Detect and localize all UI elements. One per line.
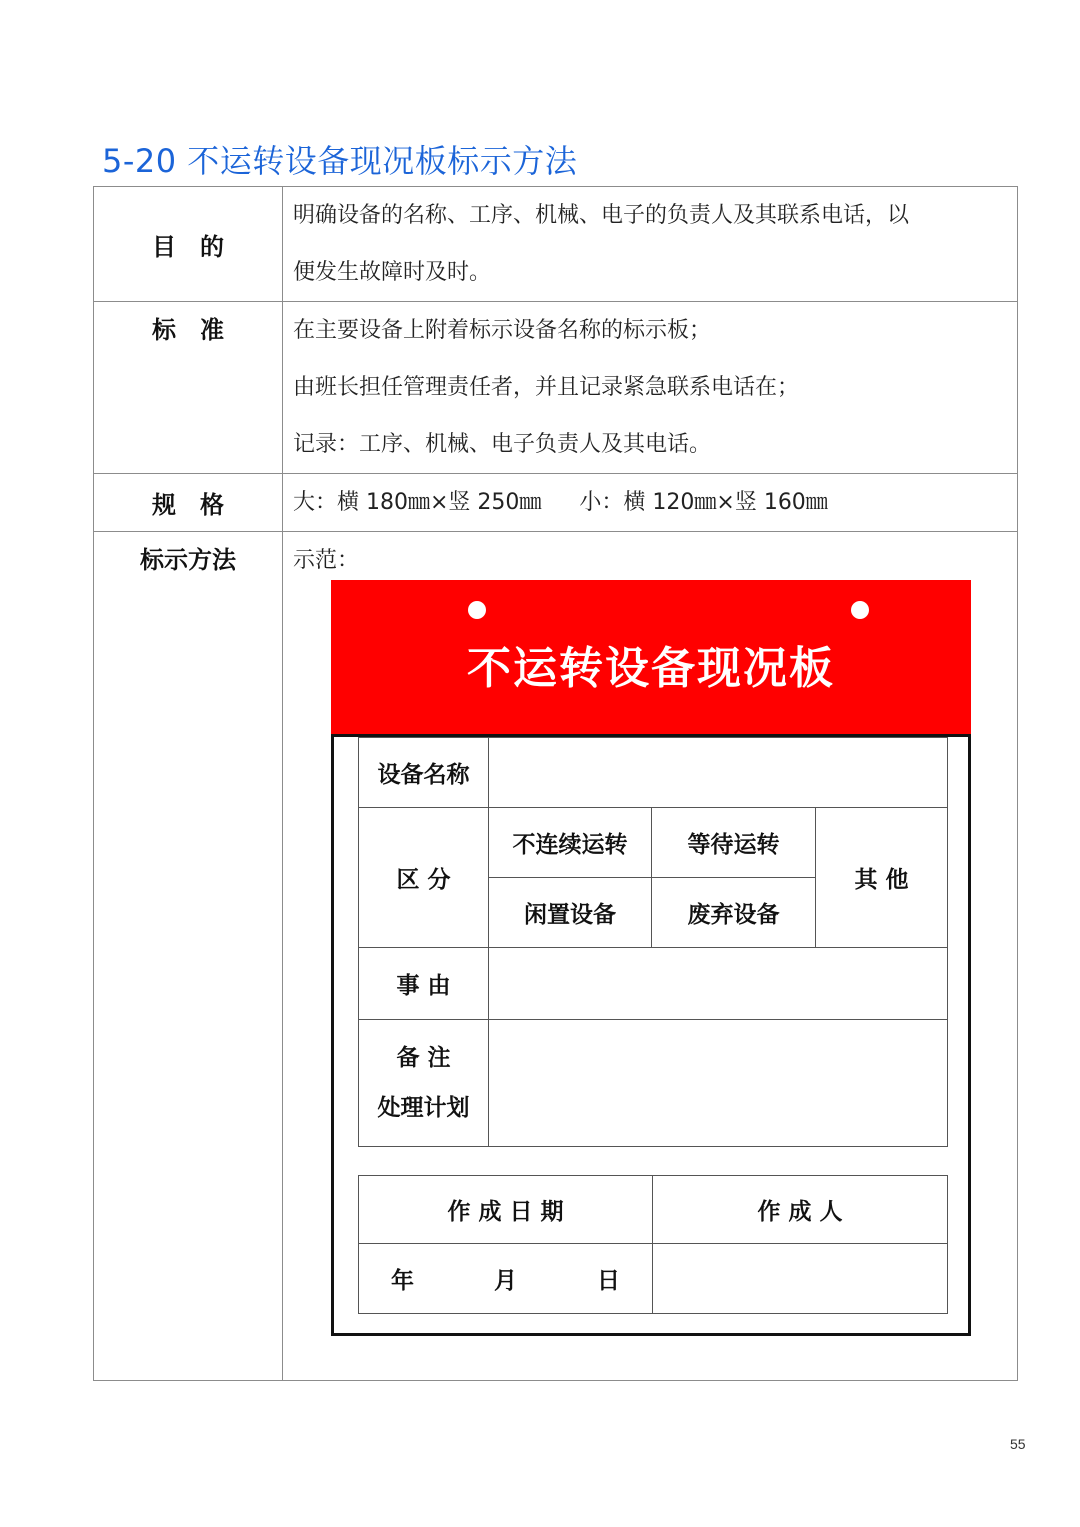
- method-intro: 示范：: [293, 548, 360, 573]
- standard-line-1: 在主要设备上附着标示设备名称的标示板；: [293, 318, 712, 343]
- board-body: [331, 734, 971, 1336]
- spec-label: 规 格: [94, 474, 283, 532]
- option-discontinuous: 不连续运转: [489, 808, 652, 878]
- date-day: 日: [597, 1268, 621, 1294]
- standard-line-3: 记录：工序、机械、电子负责人及其电话。: [293, 432, 712, 457]
- purpose-line-2: 便发生故障时及时。: [293, 260, 492, 285]
- spec-content: [283, 474, 1018, 532]
- standard-label: 标 准: [94, 302, 283, 474]
- purpose-content: [283, 187, 1018, 302]
- method-label: 标示方法: [94, 532, 283, 1381]
- purpose-row: [94, 187, 1018, 302]
- category-label: 区 分: [359, 808, 489, 948]
- purpose-label: 目 的: [94, 187, 283, 302]
- purpose-line-1: 明确设备的名称、工序、机械、电子的负责人及其联系电话，以: [293, 203, 910, 228]
- standard-line-2: 由班长担任管理责任者，并且记录紧急联系电话在；: [293, 375, 800, 400]
- spec-row: [94, 474, 1018, 532]
- board-info-table: [358, 737, 948, 1147]
- date-month: 月: [494, 1268, 517, 1294]
- reason-value: [489, 948, 948, 1020]
- note-plan-label: [359, 1020, 489, 1147]
- note-label: 备 注: [396, 1045, 451, 1071]
- status-board-sample: [331, 580, 971, 1336]
- device-name-label: 设备名称: [359, 738, 489, 808]
- option-idle: 闲置设备: [489, 878, 652, 948]
- reason-label: 事 由: [359, 948, 489, 1020]
- date-header: 作 成 日 期: [359, 1176, 653, 1244]
- hanging-hole-right-icon: [851, 601, 869, 619]
- date-value: [359, 1244, 653, 1314]
- hanging-hole-left-icon: [468, 601, 486, 619]
- spec-small: 小：横 120㎜×竖 160㎜: [579, 490, 828, 515]
- board-header: [331, 580, 971, 734]
- option-waiting: 等待运转: [652, 808, 816, 878]
- note-plan-value: [489, 1020, 948, 1147]
- spec-large: 大：横 180㎜×竖 250㎜: [293, 490, 542, 515]
- plan-label: 处理计划: [377, 1095, 470, 1121]
- board-title: 不运转设备现况板: [467, 643, 835, 694]
- standard-content: [283, 302, 1018, 474]
- author-value: [653, 1244, 948, 1314]
- device-name-value: [489, 738, 948, 808]
- date-year: 年: [390, 1268, 414, 1294]
- board-date-table: [358, 1175, 948, 1314]
- author-header: 作 成 人: [653, 1176, 948, 1244]
- page-number: 55: [1010, 1436, 1026, 1452]
- option-other: 其 他: [816, 808, 948, 948]
- option-scrapped: 废弃设备: [652, 878, 816, 948]
- standard-row: [94, 302, 1018, 474]
- page-title: 5-20 不运转设备现况板标示方法: [102, 142, 578, 180]
